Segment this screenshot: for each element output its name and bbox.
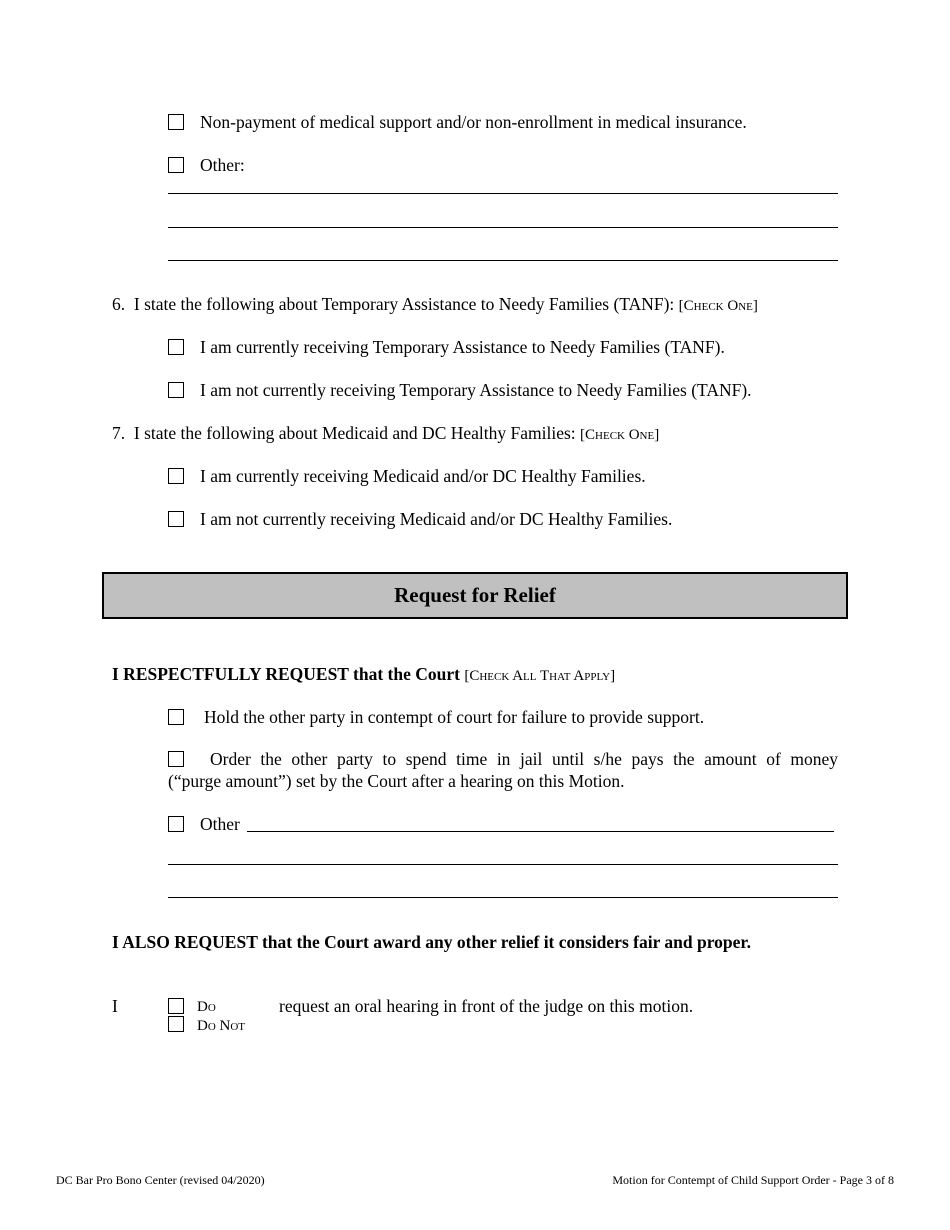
tanf-receiving-label: I am currently receiving Temporary Assistance to Needy Families (TANF). <box>200 337 725 357</box>
medical-support-checkbox[interactable] <box>168 114 184 130</box>
other-nonpayment-checkbox[interactable] <box>168 157 184 173</box>
tanf-question-text: I state the following about Temporary Assistance to Needy Families (TANF): <box>133 294 675 314</box>
relief-other-fill-line[interactable] <box>247 831 834 832</box>
medicaid-instruction: [Check One] <box>580 427 660 443</box>
tanf-receiving-checkbox[interactable] <box>168 339 184 355</box>
request-for-relief-banner <box>102 572 848 619</box>
medicaid-receiving-label: I am currently receiving Medicaid and/or DC Healthy Families. <box>200 466 646 486</box>
hearing-text: request an oral hearing in front of the judge on this motion. <box>279 996 694 1016</box>
jail-label-line-2: (“purge amount”) set by the Court after a hearing on this Motion. <box>168 771 625 791</box>
other-fill-line-3[interactable] <box>168 260 838 261</box>
medicaid-question-text: I state the following about Medicaid and DC Healthy Families: <box>133 423 576 443</box>
relief-other-checkbox[interactable] <box>168 816 184 832</box>
contempt-label: Hold the other party in contempt of court for failure to provide support. <box>204 707 705 727</box>
tanf-not-receiving-label: I am not currently receiving Temporary Assistance to Needy Families (TANF). <box>200 380 752 400</box>
relief-other-fill-line-2[interactable] <box>168 864 838 865</box>
medicaid-not-receiving-label: I am not currently receiving Medicaid and/or DC Healthy Families. <box>200 509 673 529</box>
contempt-checkbox[interactable] <box>168 709 184 725</box>
footer-right: Motion for Contempt of Child Support Order - Page 3 of 8 <box>612 1173 894 1187</box>
hearing-do-not-checkbox[interactable] <box>168 1016 184 1032</box>
footer-left: DC Bar Pro Bono Center (revised 04/2020) <box>56 1173 265 1187</box>
other-nonpayment-label: Other: <box>200 155 245 175</box>
jail-checkbox[interactable] <box>168 751 184 767</box>
jail-label-line-1: Order the other party to spend time in jail until s/he pays the amount of money <box>210 749 838 769</box>
tanf-instruction: [Check One] <box>678 298 758 314</box>
hearing-do-checkbox[interactable] <box>168 998 184 1014</box>
other-fill-line-2[interactable] <box>168 227 838 228</box>
respectfully-request-heading <box>112 664 615 687</box>
respectfully-request-instruction: [Check All That Apply] <box>464 668 616 684</box>
medicaid-receiving-checkbox[interactable] <box>168 468 184 484</box>
respectfully-request-lead: I RESPECTFULLY REQUEST that the Court <box>112 664 460 684</box>
hearing-do-not-label: Do Not <box>197 1018 246 1034</box>
medicaid-not-receiving-checkbox[interactable] <box>168 511 184 527</box>
medicaid-number: 7. <box>112 423 126 443</box>
request-for-relief-title: Request for Relief <box>394 583 556 607</box>
hearing-do-label: Do <box>197 999 216 1015</box>
medical-support-label: Non-payment of medical support and/or non-enrollment in medical insurance. <box>200 112 747 132</box>
relief-other-label: Other <box>200 814 240 834</box>
hearing-subject: I <box>112 996 118 1016</box>
other-fill-line-1[interactable] <box>168 193 838 194</box>
tanf-not-receiving-checkbox[interactable] <box>168 382 184 398</box>
relief-other-fill-line-3[interactable] <box>168 897 838 898</box>
also-request-statement: I ALSO REQUEST that the Court award any other relief it considers fair and proper. <box>112 932 751 952</box>
tanf-question <box>112 294 758 317</box>
tanf-number: 6. <box>112 294 126 314</box>
medicaid-question <box>112 423 659 446</box>
